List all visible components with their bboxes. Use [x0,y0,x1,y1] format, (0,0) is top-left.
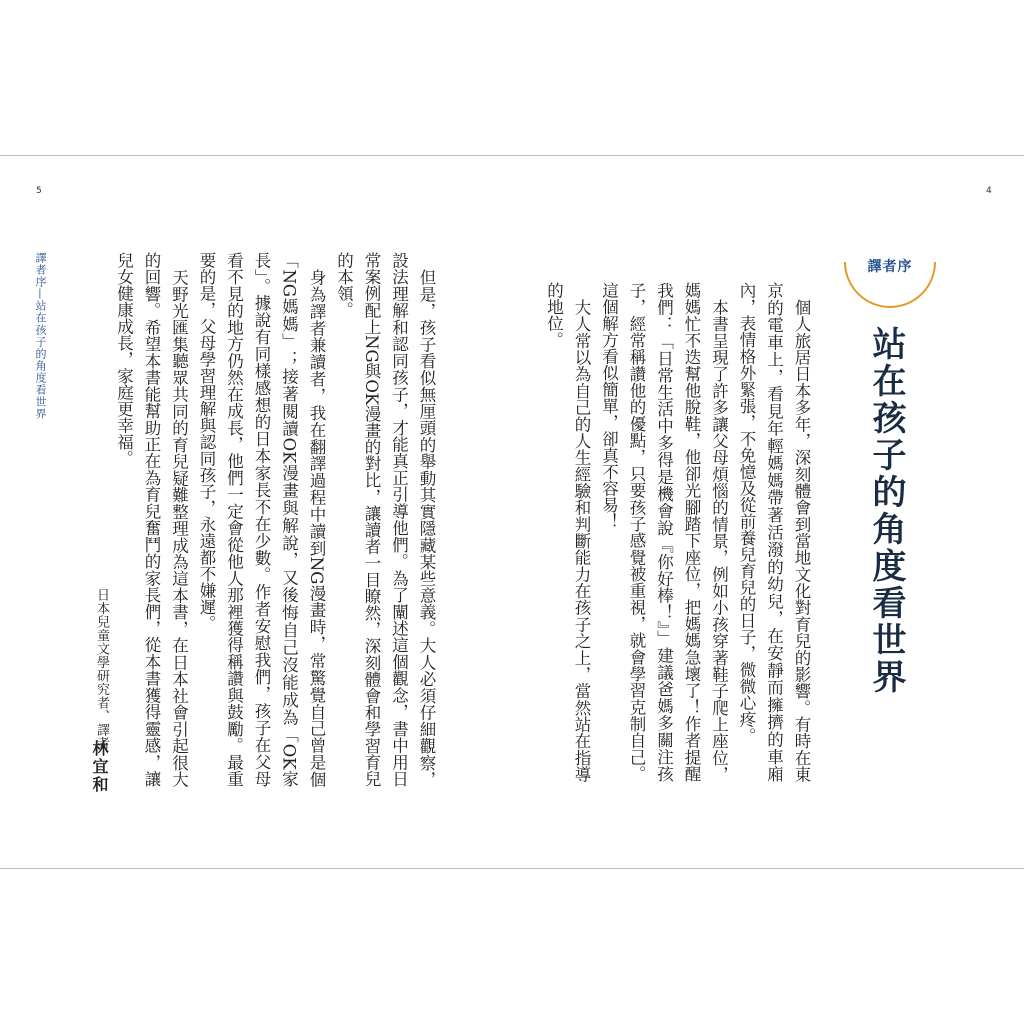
paragraph: 大人常以為自己的人生經驗和判斷能力在孩子之上，當然站在指導的地位。 [544,282,591,782]
chapter-title: 站在孩子的角度看世界 [866,326,906,696]
signature-name: 林宜和 [90,740,109,794]
right-page-number: 4 [986,186,992,196]
left-page-number: 5 [36,186,42,196]
paragraph: 天野光匯集聽眾共同的育兒疑難整理成為這本書，在日本社會引起很大的回響。希望本書能幫助正在為育兒奮鬥的家長們，從本書獲得靈感，讓兒女健康成長，家庭更幸福。 [114,252,189,787]
running-head: 譯者序—站在孩子的角度看世界 [34,252,47,420]
right-page-body [544,282,815,782]
paragraph: 個人旅居日本多年，深刻體會到當地文化對育兒的影響。有時在東京的電車上，看見年輕媽媽帶著活潑的幼兒，在安靜而擁擠的車廂內，表情格外緊張，不免憶及從前養兒育兒的日子，微微心疼。 [737,282,811,782]
left-page-body [114,252,440,787]
signature-role: 日本兒童文學研究者、譯者 [94,588,109,750]
paragraph: 身為譯者兼讀者，我在翻譯過程中讀到NG漫畫時，常驚覺自己曾是個「NG媽媽」；接著閱讀OK漫畫與解說，又後悔自己沒能成為「OK家長」。據說有同樣感想的日本家長不在少數。作者安慰我們，孩子在父母看不見的地方仍然在成長，他們一定會從他人那裡獲得稱讚與鼓勵。最重要的是，父母學習理解與認同孩子，永遠都不嫌遲。 [197,252,326,787]
paragraph: 但是，孩子看似無厘頭的舉動其實隱藏某些意義。大人必須仔細觀察，設法理解和認同孩子，才能真正引導他們。為了闡述這個觀念，書中用日常案例配上NG與OK漫畫的對比，讓讀者一目瞭然，深刻體會和學習育兒的本領。 [334,252,436,787]
paragraph: 本書呈現了許多讓父母煩惱的情景，例如小孩穿著鞋子爬上座位，媽媽忙不迭幫他脫鞋，他卻光腳踏下座位，把媽媽急壞了！作者提醒我們：「日常生活中多得是機會說『你好棒！』」建議爸媽多關注孩子，經常稱讚他的優點，只要孩子感覺被重視，就會學習克制自己。這個解方看似簡單，卻真不容易！ [599,282,729,782]
section-badge: 譯者序 [867,259,913,275]
